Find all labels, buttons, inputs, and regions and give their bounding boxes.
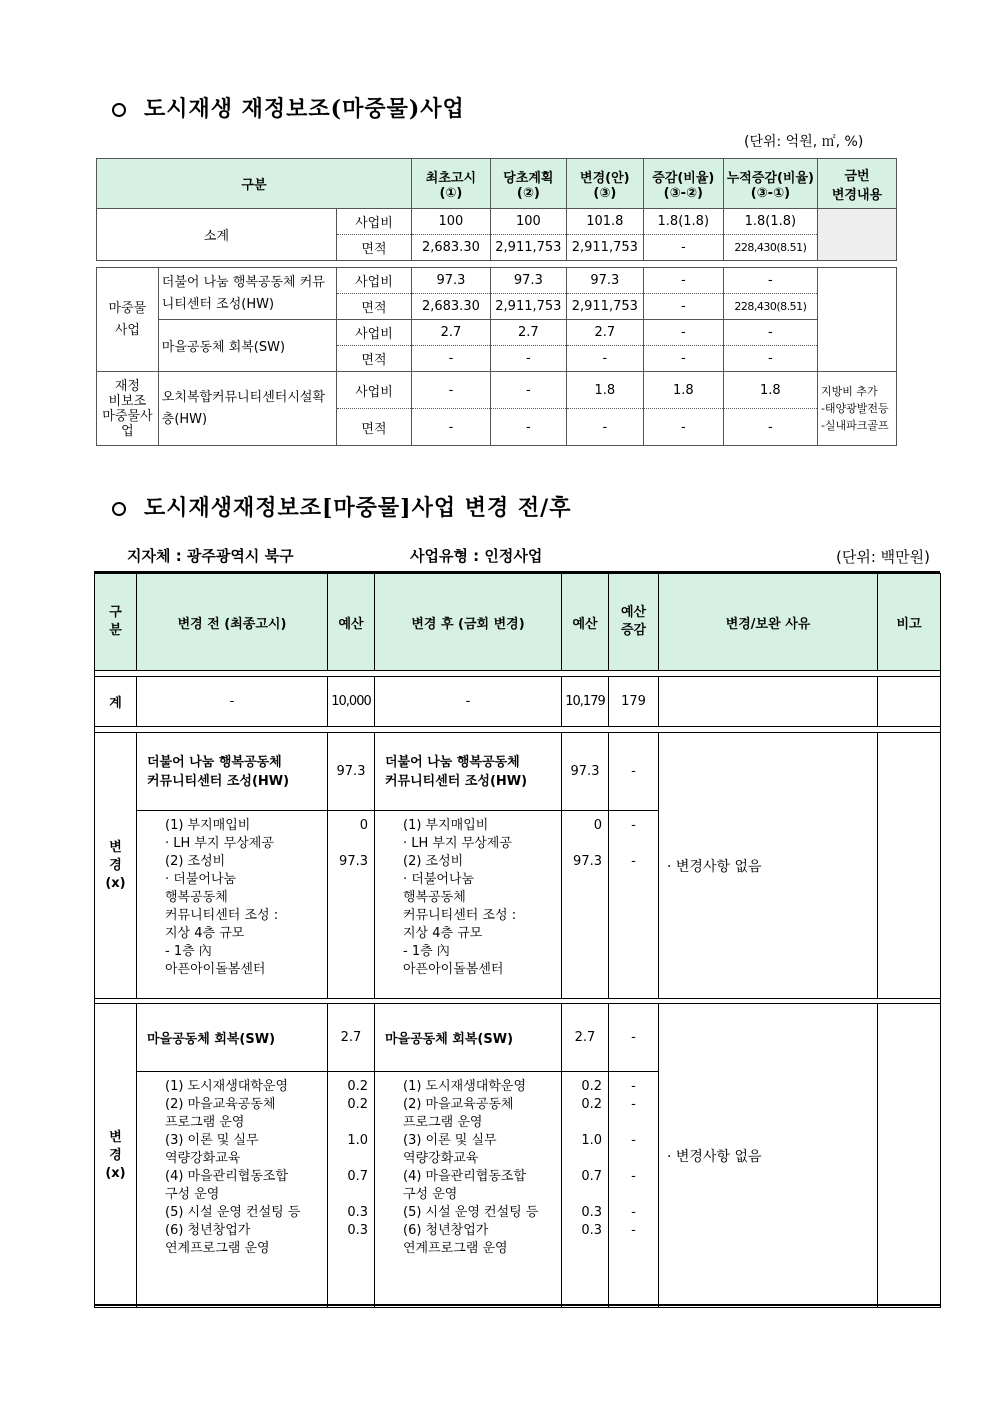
header-remark: 비고 — [878, 574, 941, 671]
total-label: 계 — [95, 677, 137, 727]
block1-title-before: 더불어 나눔 행복공동체 커뮤니티센터 조성(HW) — [137, 733, 328, 811]
block1-detail-before: (1) 부지매입비 · LH 부지 무상제공 (2) 조성비 · 더불어나눔 행복공동체 커뮤니티센터 조성 : 지상 4층 규모 - 1층 內 아픈아이돌봄센터 — [137, 811, 328, 999]
cell: - — [411, 346, 490, 372]
cost-label: 사업비 — [336, 320, 411, 346]
cell: 1.8(1.8) — [723, 209, 817, 235]
cell: - — [566, 409, 643, 446]
cell: - — [566, 346, 643, 372]
block2-label: 변 경 (x) — [95, 1004, 137, 1308]
block2-budget-before: 2.7 — [328, 1004, 375, 1072]
region-label: 지자체 : 광주광역시 북구 — [127, 547, 294, 565]
cell: - — [643, 409, 723, 446]
cost-label: 사업비 — [336, 372, 411, 409]
header-original: 당초계획 (②) — [490, 159, 566, 209]
cell: 2,911,753 — [490, 235, 566, 261]
total-diff: 179 — [609, 677, 659, 727]
header-diff: 예산 증감 — [609, 574, 659, 671]
cell: - — [490, 372, 566, 409]
cell: 2.7 — [411, 320, 490, 346]
cell: - — [643, 294, 723, 320]
header-reason: 변경/보완 사유 — [659, 574, 878, 671]
total-before: - — [137, 677, 328, 727]
cell: 1.8(1.8) — [643, 209, 723, 235]
cell: 2,683.30 — [411, 294, 490, 320]
cell: - — [490, 409, 566, 446]
cell: - — [411, 409, 490, 446]
subtotal-label: 소계 — [97, 209, 337, 261]
block2-remark — [878, 1004, 941, 1308]
block1-detail-budget-before: 0 97.3 — [328, 811, 375, 999]
cell: 97.3 — [490, 268, 566, 294]
cell: - — [723, 320, 817, 346]
header-category: 구 분 — [95, 574, 137, 671]
cell: 97.3 — [566, 268, 643, 294]
block2-detail-budget-after: 0.2 0.2 1.0 0.7 0.3 0.3 — [562, 1072, 609, 1308]
area-label: 면적 — [336, 409, 411, 446]
cell: - — [643, 268, 723, 294]
block1-budget-before: 97.3 — [328, 733, 375, 811]
header-diff: 증감(비율) (③-②) — [643, 159, 723, 209]
cell: 228,430(8.51) — [723, 235, 817, 261]
area-label: 면적 — [336, 346, 411, 372]
header-initial: 최초고시 (①) — [411, 159, 490, 209]
cell: 1.8 — [723, 372, 817, 409]
block2-detail-budget-before: 0.2 0.2 1.0 0.7 0.3 0.3 — [328, 1072, 375, 1308]
total-reason — [659, 677, 878, 727]
block1-diff: - — [609, 733, 659, 811]
group2-item-name: 오치복합커뮤니티센터시설확충(HW) — [158, 372, 336, 446]
cell: 97.3 — [411, 268, 490, 294]
cell: - — [723, 346, 817, 372]
group1-item1-name: 더불어 나눔 행복공동체 커뮤니티센터 조성(HW) — [158, 268, 336, 320]
block2-detail-diff: - - - - - - — [609, 1072, 659, 1308]
section1-title: 도시재생 재정보조(마중물)사업 — [112, 92, 465, 123]
section2-title: 도시재생재정보조[마중물]사업 변경 전/후 — [112, 491, 571, 522]
total-budget-after: 10,179 — [562, 677, 609, 727]
cell: 228,430(8.51) — [723, 294, 817, 320]
cell: - — [723, 268, 817, 294]
summary-table — [96, 158, 897, 446]
bullet-icon — [112, 502, 126, 516]
cell: 101.8 — [566, 209, 643, 235]
header-budget: 예산 — [328, 574, 375, 671]
section2-unit: (단위: 백만원) — [836, 548, 930, 566]
header-before: 변경 전 (최종고시) — [137, 574, 328, 671]
block2-reason: · 변경사항 없음 — [659, 1004, 878, 1308]
cell: 2.7 — [490, 320, 566, 346]
note-cell-empty — [817, 209, 896, 261]
table2-bottom-rule — [94, 1304, 940, 1306]
cell: - — [723, 409, 817, 446]
cell: 100 — [490, 209, 566, 235]
block1-detail-budget-after: 0 97.3 — [562, 811, 609, 999]
cell: 1.8 — [643, 372, 723, 409]
block2-title-before: 마을공동체 회복(SW) — [137, 1004, 328, 1072]
cell: 1.8 — [566, 372, 643, 409]
block1-label: 변 경 (x) — [95, 733, 137, 999]
cell: 2,911,753 — [566, 294, 643, 320]
group1-label: 마중물 사업 — [97, 268, 159, 372]
header-change: 변경(안) (③) — [566, 159, 643, 209]
area-label: 면적 — [336, 294, 411, 320]
type-label: 사업유형 : 인정사업 — [410, 547, 543, 565]
block1-reason: · 변경사항 없음 — [659, 733, 878, 999]
cell: 2,911,753 — [566, 235, 643, 261]
area-label: 면적 — [336, 235, 411, 261]
cell: - — [643, 235, 723, 261]
change-table — [94, 573, 941, 1308]
cell: - — [643, 320, 723, 346]
block1-detail-after: (1) 부지매입비 · LH 부지 무상제공 (2) 조성비 · 더불어나눔 행복공동체 커뮤니티센터 조성 : 지상 4층 규모 - 1층 內 아픈아이돌봄센터 — [375, 811, 562, 999]
block2-detail-before: (1) 도시재생대학운영 (2) 마을교육공동체 프로그램 운영 (3) 이론 및 실무 역량강화교육 (4) 마을관리협동조합 구성 운영 (5) 시설 운영 컨설팅 등 (6) 청년창업가 연계프로그램 운영 — [137, 1072, 328, 1308]
cell: - — [643, 346, 723, 372]
cell: 100 — [411, 209, 490, 235]
group2-note: 지방비 추가 -태양광발전등 -실내파크골프 — [817, 372, 896, 446]
block2-budget-after: 2.7 — [562, 1004, 609, 1072]
cost-label: 사업비 — [336, 209, 411, 235]
header-note: 금번 변경내용 — [817, 159, 896, 209]
cell: 2,911,753 — [490, 294, 566, 320]
header-after: 변경 후 (금회 변경) — [375, 574, 562, 671]
section1-unit: (단위: 억원, ㎡, %) — [744, 134, 864, 150]
header-cum-diff: 누적증감(비율) (③-①) — [723, 159, 817, 209]
block2-detail-after: (1) 도시재생대학운영 (2) 마을교육공동체 프로그램 운영 (3) 이론 및 실무 역량강화교육 (4) 마을관리협동조합 구성 운영 (5) 시설 운영 컨설팅 등 (6) 청년창업가 연계프로그램 운영 — [375, 1072, 562, 1308]
header-category: 구분 — [97, 159, 412, 209]
cost-label: 사업비 — [336, 268, 411, 294]
group1-item2-name: 마을공동체 회복(SW) — [158, 320, 336, 372]
cell: - — [411, 372, 490, 409]
note-cell-empty — [817, 268, 896, 372]
header-budget2: 예산 — [562, 574, 609, 671]
total-remark — [878, 677, 941, 727]
cell: - — [490, 346, 566, 372]
cell: 2,683.30 — [411, 235, 490, 261]
block1-budget-after: 97.3 — [562, 733, 609, 811]
block2-diff: - — [609, 1004, 659, 1072]
block1-detail-diff: - - — [609, 811, 659, 999]
total-budget-before: 10,000 — [328, 677, 375, 727]
block2-title-after: 마을공동체 회복(SW) — [375, 1004, 562, 1072]
group2-label: 재정 비보조 마중물사 업 — [97, 372, 159, 446]
total-after: - — [375, 677, 562, 727]
bullet-icon — [112, 103, 126, 117]
block1-remark — [878, 733, 941, 999]
cell: 2.7 — [566, 320, 643, 346]
block1-title-after: 더불어 나눔 행복공동체 커뮤니티센터 조성(HW) — [375, 733, 562, 811]
